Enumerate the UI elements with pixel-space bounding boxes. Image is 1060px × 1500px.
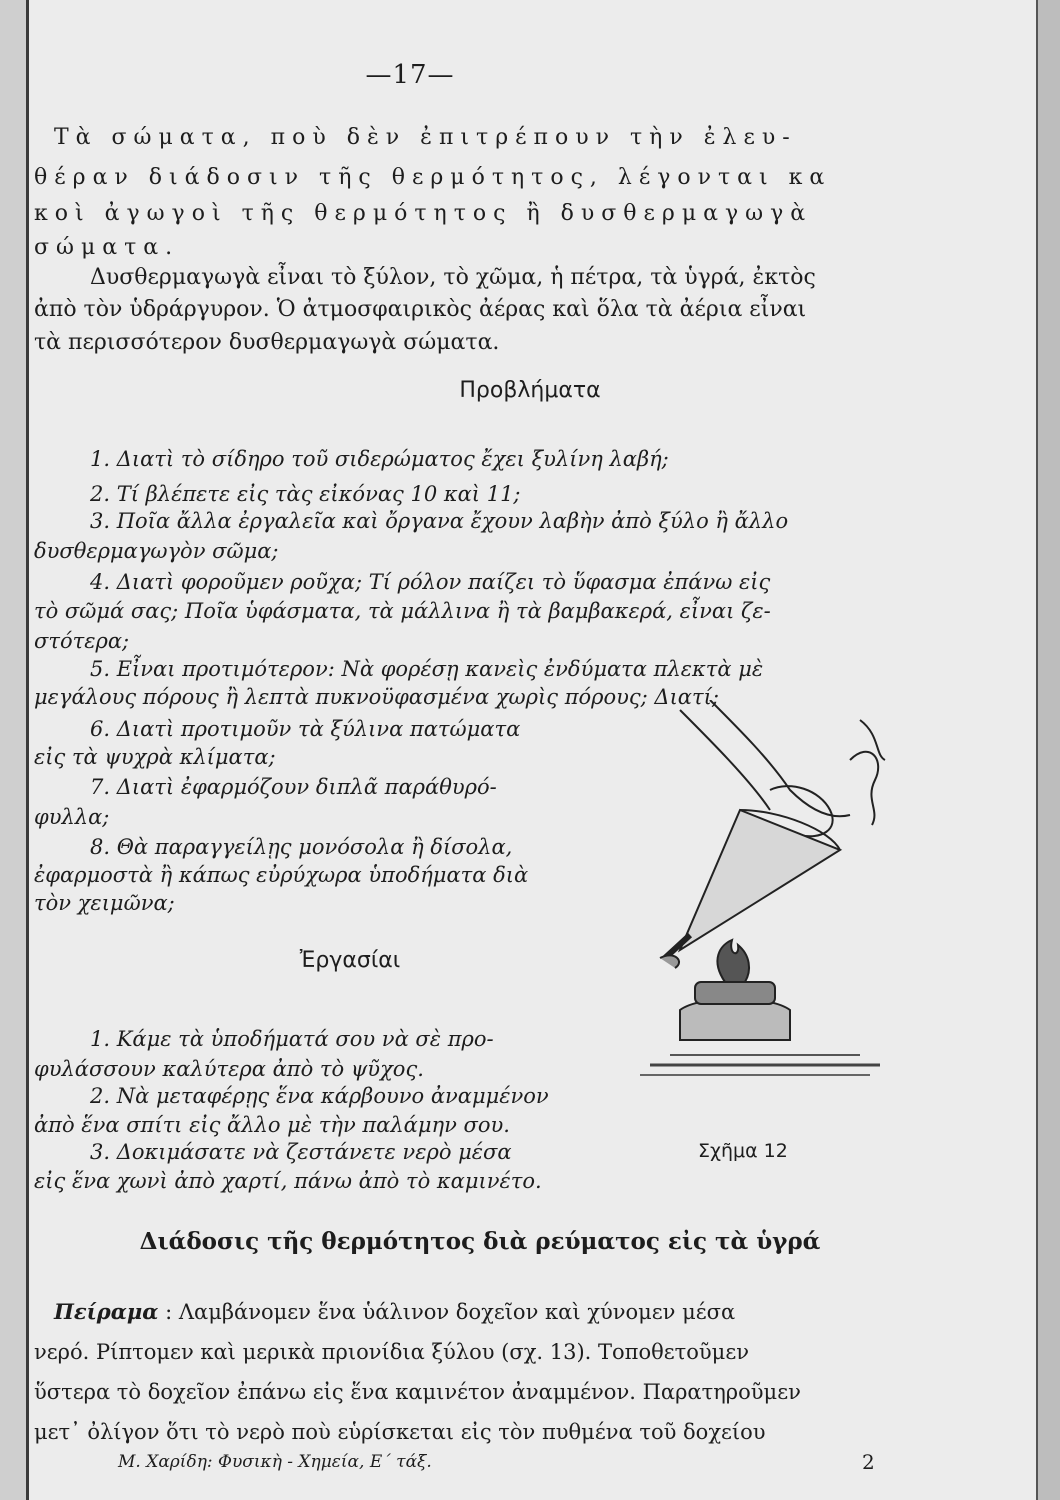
experiment-text: : Λαμβάνομεν ἕνα ὑάλινον δοχεῖον καὶ χύνομεν μέσα [165,1300,736,1324]
problem-line: 8. Θὰ παραγγείλῃς μονόσολα ἢ δίσολα, [90,835,513,859]
intro-line-3: κοὶ ἀγωγοὶ τῆς θερμότητος ἢ δυσθερμαγωγὰ [34,201,813,226]
page-number: —17— [365,60,455,90]
signature-mark: 2 [862,1450,875,1474]
exercise-line: 3. Δοκιμάσατε νὰ ζεστάνετε νερὸ μέσα [90,1140,512,1164]
problem-line: 4. Διατὶ φοροῦμεν ροῦχα; Τί ρόλον παίζει τὸ ὕφασμα ἐπάνω εἰς [90,570,771,594]
problem-line: 7. Διατὶ ἐφαρμόζουν διπλᾶ παράθυρό- [90,775,497,799]
intro-line-7: τὰ περισσότερον δυσθερμαγωγὰ σώματα. [34,330,500,355]
figure-caption: Σχῆμα 12 [698,1140,788,1162]
problem-line: μεγάλους πόρους ἢ λεπτὰ πυκνοϋφασμένα χωρὶς πόρους; Διατί; [34,685,719,709]
problem-line: 2. Τί βλέπετε εἰς τὰς εἰκόνας 10 καὶ 11; [90,482,521,506]
problem-line: εἰς τὰ ψυχρὰ κλίματα; [34,745,276,769]
binding-edge [0,0,29,1500]
experiment-line-1 [54,1292,884,1332]
experiment-line-3: ὕστερα τὸ δοχεῖον ἐπάνω εἰς ἕνα καμινέτον ἀναμμένον. Παρατηροῦμεν [34,1380,801,1404]
problem-line: 3. Ποῖα ἄλλα ἐργαλεῖα καὶ ὄργανα ἔχουν λαβὴν ἀπὸ ξύλο ἢ ἄλλο [90,509,789,533]
exercise-line: εἰς ἕνα χωνὶ ἀπὸ χαρτί, πάνω ἀπὸ τὸ καμινέτο. [34,1169,542,1193]
problem-line: 1. Διατὶ τὸ σίδηρο τοῦ σιδερώματος ἔχει ξυλίνη λαβή; [90,447,669,471]
intro-line-4: σώματα. [34,235,180,260]
section-title: Διάδοσις τῆς θερμότητος διὰ ρεύματος εἰς τὰ ὑγρά [139,1228,821,1255]
problem-line: ἐφαρμοστὰ ἢ κάπως εὐρύχωρα ὑποδήματα διὰ [34,863,529,887]
intro-line-1: Τὰ σώματα, ποὺ δὲν ἐπιτρέπουν τὴν ἐλευ- [54,125,797,150]
experiment-line-2: νερό. Ρίπτομεν καὶ μερικὰ πριονίδια ξύλου (σχ. 13). Τοποθετοῦμεν [34,1340,749,1364]
problem-line: 5. Εἶναι προτιμότερον: Νὰ φορέσῃ κανεὶς ἐνδύματα πλεκτὰ μὲ [90,657,764,681]
exercise-line: 1. Κάμε τὰ ὑποδήματά σου νὰ σὲ προ- [90,1027,494,1051]
figure-funnel-illustration [640,700,890,1130]
footer-author-title: Μ. Χαρίδη: Φυσικὴ - Χημεία, Ε´ τάξ. [118,1452,432,1472]
intro-line-5: Δυσθερμαγωγὰ εἶναι τὸ ξύλον, τὸ χῶμα, ἡ πέτρα, τὰ ὑγρά, ἐκτὸς [90,265,816,290]
problem-line: φυλλα; [34,805,110,829]
exercise-line: 2. Νὰ μεταφέρῃς ἕνα κάρβουνο ἀναμμένον [90,1084,549,1108]
problems-heading: Προβλήματα [459,378,601,403]
experiment-line-4: μετ᾿ ὀλίγον ὅτι τὸ νερὸ ποὺ εὑρίσκεται εἰς τὸν πυθμένα τοῦ δοχείου [34,1420,766,1444]
problem-line: τὸ σῶμά σας; Ποῖα ὑφάσματα, τὰ μάλλινα ἢ τὰ βαμβακερά, εἶναι ζε- [34,599,771,623]
intro-line-6: ἀπὸ τὸν ὑδράργυρον. Ὁ ἀτμοσφαιρικὸς ἀέρας καὶ ὅλα τὰ ἀέρια εἶναι [34,297,807,322]
intro-line-2: θέραν διάδοσιν τῆς θερμότητος, λέγονται κα [34,165,832,190]
experiment-paragraph [34,1292,884,1452]
problem-line: στότερα; [34,629,130,653]
exercise-line: ἀπὸ ἕνα σπίτι εἰς ἄλλο μὲ τὴν παλάμην σου. [34,1113,510,1137]
problem-line: δυσθερμαγωγὸν σῶμα; [34,539,279,563]
experiment-label: Πείραμα [54,1299,159,1324]
problem-line: τὸν χειμῶνα; [34,891,175,915]
page-edge [1036,0,1060,1500]
problem-line: 6. Διατὶ προτιμοῦν τὰ ξύλινα πατώματα [90,717,521,741]
exercises-heading: Ἐργασίαι [299,948,401,973]
exercise-line: φυλάσσουν καλύτερα ἀπὸ τὸ ψῦχος. [34,1057,424,1081]
